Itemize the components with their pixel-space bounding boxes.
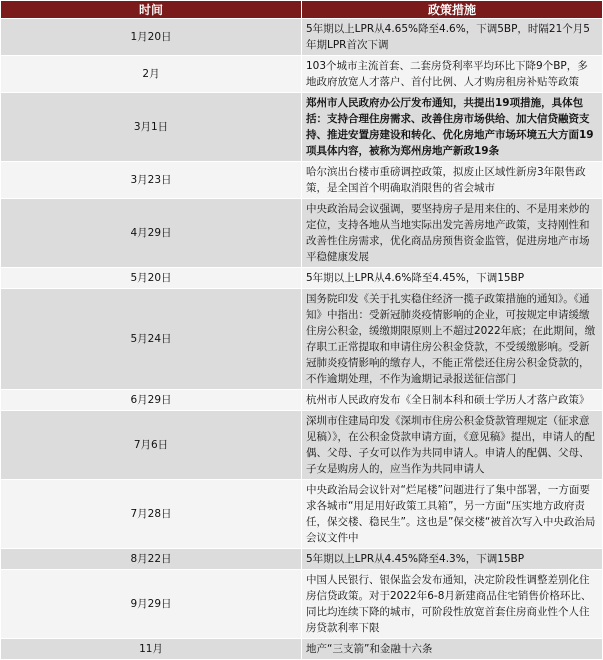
- header-time: 时间: [1, 1, 302, 19]
- date-cell: 4月29日: [1, 199, 302, 268]
- table-row: [1, 411, 603, 480]
- policy-cell: 5年期以上LPR从4.65%降至4.6%，下调5BP，时隔21个月5年期LPR首次下调: [302, 19, 603, 56]
- policy-cell: 郑州市人民政府办公厅发布通知，共提出19项措施，具体包括：支持合理住房需求、改善住房市场供给、加大信贷融资支持、推进安置房建设和转化、优化房地产市场环境五大方面19项具体内容，被称为郑州房地产新政19条: [302, 93, 603, 162]
- date-cell: 11月: [1, 639, 302, 660]
- policy-cell: 国务院印发《关于扎实稳住经济一揽子政策措施的通知》。《通知》中指出：受新冠肺炎疫情影响的企业，可按规定申请缓缴住房公积金，缓缴期限原则上不超过2022年底；在此期间，缴存职工正常提取和申请住房公积金贷款，不受缓缴影响。受新冠肺炎疫情影响的缴存人，不能正常偿还住房公积金贷款的，不作逾期处理，不作为逾期记录报送征信部门: [302, 289, 603, 390]
- policy-cell: 深圳市住建局印发《深圳市住房公积金贷款管理规定（征求意见稿）》，在公积金贷款申请方面，《意见稿》提出，申请人的配偶、父母、子女可以作为共同申请人。申请人的配偶、父母、子女是购房人的，应当作为共同申请人: [302, 411, 603, 480]
- policy-cell: 地产“三支箭”和金融十六条: [302, 639, 603, 660]
- date-cell: 8月22日: [1, 549, 302, 570]
- table-row: [1, 268, 603, 289]
- date-cell: 6月29日: [1, 390, 302, 411]
- header-policy: 政策措施: [302, 1, 603, 19]
- table-row: [1, 639, 603, 660]
- date-cell: 1月20日: [1, 19, 302, 56]
- table-row: [1, 19, 603, 56]
- policy-cell: 5年期以上LPR从4.45%降至4.3%，下调15BP: [302, 549, 603, 570]
- table-row: [1, 162, 603, 199]
- date-cell: 2月: [1, 56, 302, 93]
- date-cell: 3月23日: [1, 162, 302, 199]
- table-row: [1, 549, 603, 570]
- policy-cell: 中央政治局会议强调，要坚持房子是用来住的、不是用来炒的定位，支持各地从当地实际出发完善房地产政策，支持刚性和改善性住房需求，优化商品房预售资金监管，促进房地产市场平稳健康发展: [302, 199, 603, 268]
- date-cell: 9月29日: [1, 570, 302, 639]
- policy-cell: 5年期以上LPR从4.6%降至4.45%，下调15BP: [302, 268, 603, 289]
- header-row: [1, 1, 603, 19]
- table-body: [1, 19, 603, 660]
- table-row: [1, 570, 603, 639]
- date-cell: 5月24日: [1, 289, 302, 390]
- date-cell: 3月1日: [1, 93, 302, 162]
- policy-cell: 杭州市人民政府发布《全日制本科和硕士学历人才落户政策》: [302, 390, 603, 411]
- table-row: [1, 56, 603, 93]
- policy-cell: 中国人民银行、银保监会发布通知，决定阶段性调整差别化住房信贷政策。对于2022年6-8月新建商品住宅销售价格环比、同比均连续下降的城市，可阶段性放宽首套住房商业性个人住房贷款利率下限: [302, 570, 603, 639]
- table-row: [1, 199, 603, 268]
- table-row: [1, 390, 603, 411]
- table-row: [1, 480, 603, 549]
- date-cell: 7月6日: [1, 411, 302, 480]
- table-row: [1, 93, 603, 162]
- table-row: [1, 289, 603, 390]
- policy-cell: 103个城市主流首套、二套房贷利率平均环比下降9个BP，多地政府放宽人才落户、首付比例、人才购房租房补贴等政策: [302, 56, 603, 93]
- policy-cell: 哈尔滨出台楼市重磅调控政策，拟废止区域性新房3年限售政策，是全国首个明确取消限售的省会城市: [302, 162, 603, 199]
- policy-cell: 中央政治局会议针对“烂尾楼”问题进行了集中部署，一方面要求各城市“用足用好政策工具箱”，另一方面“压实地方政府责任，保交楼、稳民生”。这也是”保交楼“被首次写入中央政治局会议文件中: [302, 480, 603, 549]
- date-cell: 5月20日: [1, 268, 302, 289]
- date-cell: 7月28日: [1, 480, 302, 549]
